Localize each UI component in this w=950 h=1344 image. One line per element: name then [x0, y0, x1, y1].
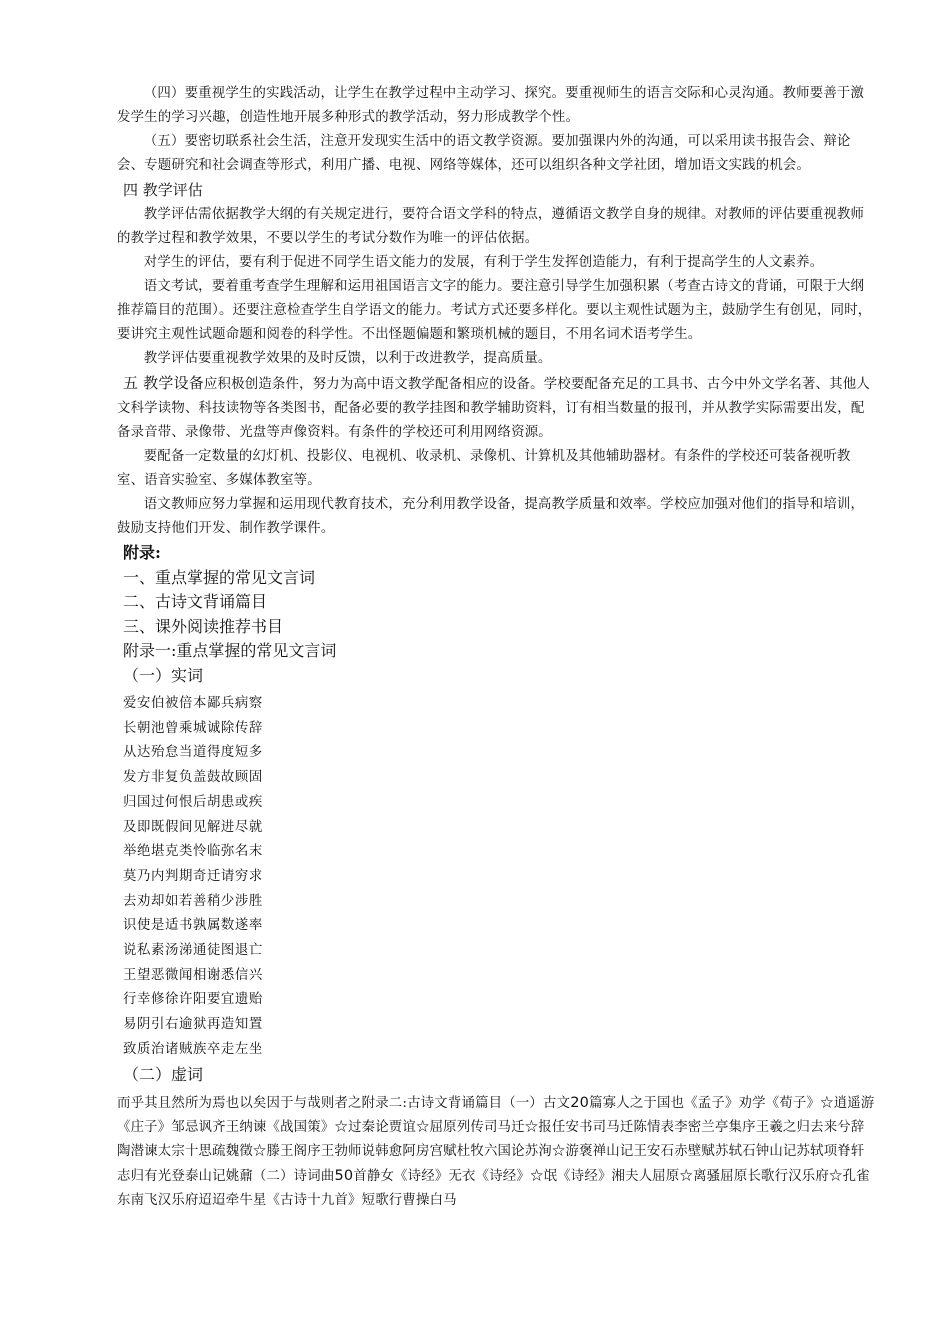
shici-line: 去劝却如若善稍少涉胜: [123, 893, 263, 909]
equipment-section: [117, 371, 875, 445]
shici-line: 归国过何恨后胡患或疾: [123, 794, 263, 810]
shici-line: 爱安伯被倍本鄙兵病察: [123, 696, 263, 711]
shici-list: [123, 692, 875, 1063]
xuci-and-recitation-list: 而乎其且然所为焉也以矣因于与哉则者之附录二:古诗文背诵篇目（一）古文20篇寡人之于国也《孟子》劝学《荀子》☆逍遥游《庄子》邹忌讽齐王纳谏《战国策》☆过秦论贾谊☆屈原列传司马迁☆报任安书司马迁陈情表李密兰亭集序王羲之归去来兮辞陶潜谏太宗十思疏魏徵☆滕王阁序王勃师说韩愈阿房宫赋杜牧六国论苏洵☆游褒禅山记王安石赤壁赋苏轼石钟山记苏轼项脊轩志归有光登泰山记姚鼐（二）诗词曲50首静女《诗经》无衣《诗经》☆氓《诗经》湘夫人屈原☆离骚屈原长歌行汉乐府☆孔雀东南飞汉乐府迢迢牵牛星《古诗十九首》短歌行曹操白马: [117, 1095, 875, 1209]
shici-line: 王望恶微闻相谢悉信兴: [123, 967, 263, 983]
equipment-paragraph: 语文教师应努力掌握和运用现代教育技术，充分利用教学设备，提高教学质量和效率。学校应加强对他们的指导和培训，鼓励支持他们开发、制作教学课件。: [117, 497, 865, 536]
shici-line: 发方非复负盖鼓故顾固: [123, 770, 263, 786]
paragraph-item-5: （五）要密切联系社会生活，注意开发现实生活中的语文教学资源。要加强课内外的沟通，可以采用读书报告会、辩论会、专题研究和社会调查等形式，利用广播、电视、网络等媒体，还可以组织各种文学社团，增加语文实践的机会。: [117, 134, 851, 173]
equipment-lead: 应积极创造条件，努力为高中语文教学配备相应的设备。学校要配备充足的工具书、古今中外文学名著、其他人文科学读物、科技读物等各类图书，配备必要的教学挂图和教学辅助资料，订有相当数量的报刊，并从教学实际需要出发，配备录音带、录像带、光盘等声像资料。有条件的学校还可利用网络资源。: [117, 377, 870, 440]
assessment-paragraph: 语文考试，要着重考查学生理解和运用祖国语言文字的能力。要注意引导学生加强积累（考查古诗文的背诵，可限于大纲推荐篇目的范围）。还要注意检查学生自学语文的能力。考试方式还要多样化。要以主观性试题为主，鼓励学生有创见，同时，要讲究主观性试题命题和阅卷的科学性。不出怪题偏题和繁琐机械的题目，不用名词术语考学生。: [117, 279, 872, 342]
shici-heading: （一）实词: [123, 665, 204, 685]
section-heading-equipment: 五 教学设备: [123, 374, 204, 392]
appendix-one-title: 附录一:重点掌握的常见文言词: [123, 641, 337, 660]
section-heading-assessment: 四 教学评估: [123, 181, 203, 199]
appendix-label: 附录:: [123, 543, 161, 562]
count-number: 50: [334, 1168, 354, 1185]
appendix-item: 一、重点掌握的常见文言词: [123, 567, 316, 587]
equipment-paragraph: 要配备一定数量的幻灯机、投影仪、电视机、收录机、录像机、计算机及其他辅助器材。有条件的学校还可装备视听教室、语音实验室、多媒体教室等。: [117, 449, 851, 488]
appendix-item: 二、古诗文背诵篇目: [123, 592, 268, 611]
shici-line: 致质治诸贼族卒走左坐: [123, 1041, 263, 1057]
shici-line: 举绝堪克类怜临弥名末: [123, 844, 263, 860]
document-body: [117, 82, 875, 1213]
appendix-item: 三、课外阅读推荐书目: [123, 616, 284, 636]
shici-line: 长朝池曾乘城诚除传辞: [123, 720, 263, 736]
count-number: 20: [570, 1095, 590, 1112]
shici-line: 识使是适书孰属数遂率: [123, 918, 263, 934]
assessment-paragraph: 对学生的评估，要有利于促进不同学生语文能力的发展，有利于学生发挥创造能力，有利于提高学生的人文素养。: [143, 255, 824, 270]
assessment-paragraph: 教学评估需依据教学大纲的有关规定进行，要符合语文学科的特点，遵循语文教学自身的规律。对教师的评估要重视教师的教学过程和教学效果，不要以学生的考试分数作为唯一的评估依据。: [117, 207, 865, 246]
shici-line: 从达殆怠当道得度短多: [123, 745, 263, 761]
shici-line: 说私素汤涕通徒图退亡: [123, 943, 263, 959]
shici-line: 易阴引右逾狱再造知置: [123, 1017, 263, 1033]
assessment-paragraph: 教学评估要重视教学效果的及时反馈，以利于改进教学，提高质量。: [143, 351, 552, 366]
paragraph-item-4: （四）要重视学生的实践活动，让学生在教学过程中主动学习、探究。要重视师生的语言交际和心灵沟通。教师要善于激发学生的学习兴趣，创造性地开展多种形式的教学活动，努力形成教学个性。: [117, 86, 865, 125]
xuci-heading: （二）虚词: [123, 1064, 204, 1084]
shici-line: 行幸修徐许阳要宜遗贻: [123, 992, 263, 1008]
shici-line: 莫乃内判期奇迁请穷求: [123, 868, 263, 884]
shici-line: 及即既假间见解进尽就: [123, 819, 263, 835]
